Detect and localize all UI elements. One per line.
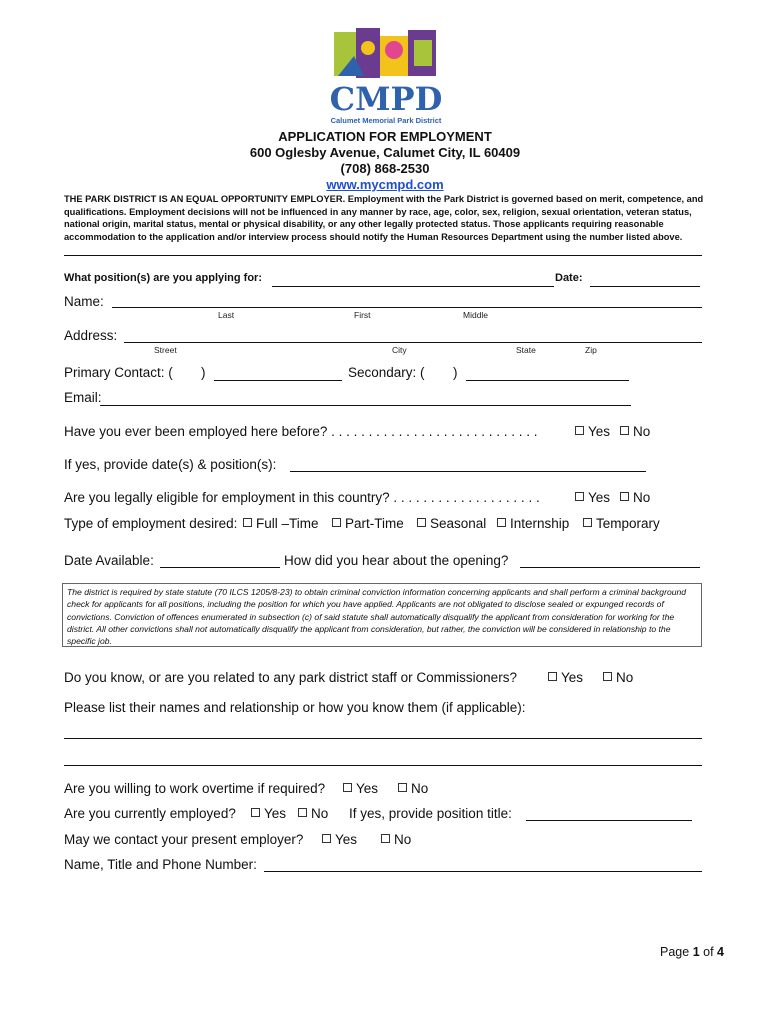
type-option-label: Internship	[510, 516, 570, 531]
district-address: 600 Oglesby Avenue, Calumet City, IL 60409	[249, 145, 521, 160]
yes-label: Yes	[264, 806, 287, 821]
date-available-label: Date Available:	[64, 553, 154, 568]
related-question: Do you know, or are you related to any park district staff or Commissioners?	[64, 670, 517, 685]
secondary-contact-field[interactable]	[466, 380, 629, 381]
secondary-contact-label: Secondary: (	[348, 365, 425, 380]
position-title-field[interactable]	[526, 820, 692, 821]
eeo-statement: THE PARK DISTRICT IS AN EQUAL OPPORTUNITY EMPLOYER. Employment with the Park District is governed based on merit, competence, and qualifications. Employment decisions will not be influenced in any manner by race, age, color, sex, religion, sexual orientation, veteran status, national origin, marital status, mental or physical disability, or any other legally protected status. Those applicants requiring reasonable accommodation to the application and/or interview process should notify the Human Resources Department using the number listed above.	[64, 194, 704, 242]
email-label: Email:	[64, 390, 102, 405]
yes-label: Yes	[588, 424, 611, 439]
contact-employer-question: May we contact your present employer?	[64, 832, 304, 847]
type-option-internship[interactable]	[497, 516, 569, 531]
checkbox-icon	[243, 518, 252, 527]
checkbox-icon	[575, 492, 584, 501]
type-option-label: Full –Time	[256, 516, 319, 531]
currently-employed-no[interactable]	[298, 806, 328, 821]
currently-employed-yes[interactable]	[251, 806, 286, 821]
checkbox-icon	[575, 426, 584, 435]
date-available-field[interactable]	[160, 567, 280, 568]
checkbox-icon	[251, 808, 260, 817]
checkbox-icon	[332, 518, 341, 527]
no-label: No	[633, 490, 651, 505]
type-option-label: Seasonal	[430, 516, 487, 531]
no-label: No	[633, 424, 651, 439]
type-option-seasonal[interactable]	[417, 516, 486, 531]
yes-label: Yes	[588, 490, 611, 505]
address-street-caption: Street	[154, 345, 177, 355]
provide-dates-label: If yes, provide date(s) & position(s):	[64, 457, 277, 472]
employed-before-yes[interactable]	[575, 424, 610, 439]
page-total: 4	[717, 945, 724, 959]
cmpd-logo	[328, 26, 444, 126]
employed-before-no[interactable]	[620, 424, 650, 439]
list-names-line-1[interactable]	[64, 738, 702, 739]
checkbox-icon	[381, 834, 390, 843]
overtime-question: Are you willing to work overtime if required?	[64, 781, 326, 796]
name-last-caption: Last	[218, 310, 235, 320]
type-option-full-time[interactable]	[243, 516, 319, 531]
type-option-temporary[interactable]	[583, 516, 660, 531]
primary-contact-label: Primary Contact: (	[64, 365, 173, 380]
hear-about-label: How did you hear about the opening?	[284, 553, 509, 568]
page-current: 1	[692, 945, 700, 959]
list-names-label: Please list their names and relationship or how you know them (if applicable):	[64, 700, 526, 715]
date-label: Date:	[555, 272, 583, 284]
no-label: No	[411, 781, 429, 796]
no-label: No	[311, 806, 329, 821]
logo-subtitle: Calumet Memorial Park District	[330, 116, 442, 125]
name-title-phone-label: Name, Title and Phone Number:	[64, 857, 257, 872]
eeo-underline	[64, 255, 702, 256]
eligible-no[interactable]	[620, 490, 650, 505]
address-zip-caption: Zip	[585, 345, 597, 355]
employed-before-question: Have you ever been employed here before? . . . . . . . . . . . . . . . . . . . . . . . . . . . .	[64, 424, 538, 439]
checkbox-icon	[497, 518, 506, 527]
yes-label: Yes	[356, 781, 379, 796]
no-label: No	[394, 832, 412, 847]
name-title-phone-field[interactable]	[264, 871, 702, 872]
checkbox-icon	[620, 426, 629, 435]
address-label: Address:	[64, 328, 118, 343]
related-yes[interactable]	[548, 670, 583, 685]
overtime-yes[interactable]	[343, 781, 378, 796]
secondary-paren-close: )	[453, 365, 458, 380]
contact-employer-no[interactable]	[381, 832, 411, 847]
no-label: No	[616, 670, 634, 685]
list-names-line-2[interactable]	[64, 765, 702, 766]
checkbox-icon	[398, 783, 407, 792]
checkbox-icon	[322, 834, 331, 843]
address-field[interactable]	[124, 342, 702, 343]
form-title: APPLICATION FOR EMPLOYMENT	[278, 129, 492, 144]
checkbox-icon	[603, 672, 612, 681]
position-field[interactable]	[272, 286, 554, 287]
employment-type-label: Type of employment desired:	[64, 516, 238, 531]
contact-employer-yes[interactable]	[322, 832, 357, 847]
eligible-yes[interactable]	[575, 490, 610, 505]
district-website-row	[0, 177, 770, 193]
checkbox-icon	[583, 518, 592, 527]
page-of: of	[703, 945, 714, 959]
date-field[interactable]	[590, 286, 700, 287]
name-middle-caption: Middle	[463, 310, 489, 320]
address-state-caption: State	[516, 345, 536, 355]
type-option-label: Temporary	[596, 516, 660, 531]
checkbox-icon	[298, 808, 307, 817]
email-field[interactable]	[100, 405, 631, 406]
checkbox-icon	[620, 492, 629, 501]
logo-artwork-icon	[334, 26, 438, 82]
provide-dates-field[interactable]	[290, 471, 646, 472]
related-no[interactable]	[603, 670, 633, 685]
address-city-caption: City	[392, 345, 407, 355]
name-first-caption: First	[354, 310, 371, 320]
type-option-label: Part-Time	[345, 516, 404, 531]
eligible-question: Are you legally eligible for employment in this country? . . . . . . . . . . . . . . . . . . . .	[64, 490, 540, 505]
yes-label: Yes	[561, 670, 584, 685]
district-website-link[interactable]: www.mycmpd.com	[326, 177, 444, 192]
overtime-no[interactable]	[398, 781, 428, 796]
name-field[interactable]	[112, 307, 702, 308]
checkbox-icon	[417, 518, 426, 527]
position-title-label: If yes, provide position title:	[349, 806, 512, 821]
hear-about-field[interactable]	[520, 567, 700, 568]
primary-paren-close: )	[201, 365, 206, 380]
checkbox-icon	[343, 783, 352, 792]
logo-wordmark: CMPD	[329, 80, 443, 118]
page-number	[660, 945, 724, 959]
criminal-background-notice: The district is required by state statute (70 ILCS 1205/8-23) to obtain criminal conviction information concerning applicants and shall perform a criminal background check for applicants for all positions, including the position for which you have applied. Applicants are not obligated to disclose sealed or expunged records of convictions. Conviction of offences enumerated in subsection (c) of said statute shall automatically disqualify the applicant from consideration for working for the district. All other convictions shall not automatically disqualify the applicant from consideration, but rather, the conviction will be considered in relationship to the specific job.	[62, 583, 702, 647]
page-prefix: Page	[660, 945, 690, 959]
yes-label: Yes	[335, 832, 358, 847]
type-option-part-time[interactable]	[332, 516, 404, 531]
district-phone: (708) 868-2530	[340, 161, 430, 176]
currently-employed-question: Are you currently employed?	[64, 806, 236, 821]
position-label: What position(s) are you applying for:	[64, 272, 262, 284]
name-label: Name:	[64, 294, 104, 309]
checkbox-icon	[548, 672, 557, 681]
primary-contact-field[interactable]	[214, 380, 342, 381]
